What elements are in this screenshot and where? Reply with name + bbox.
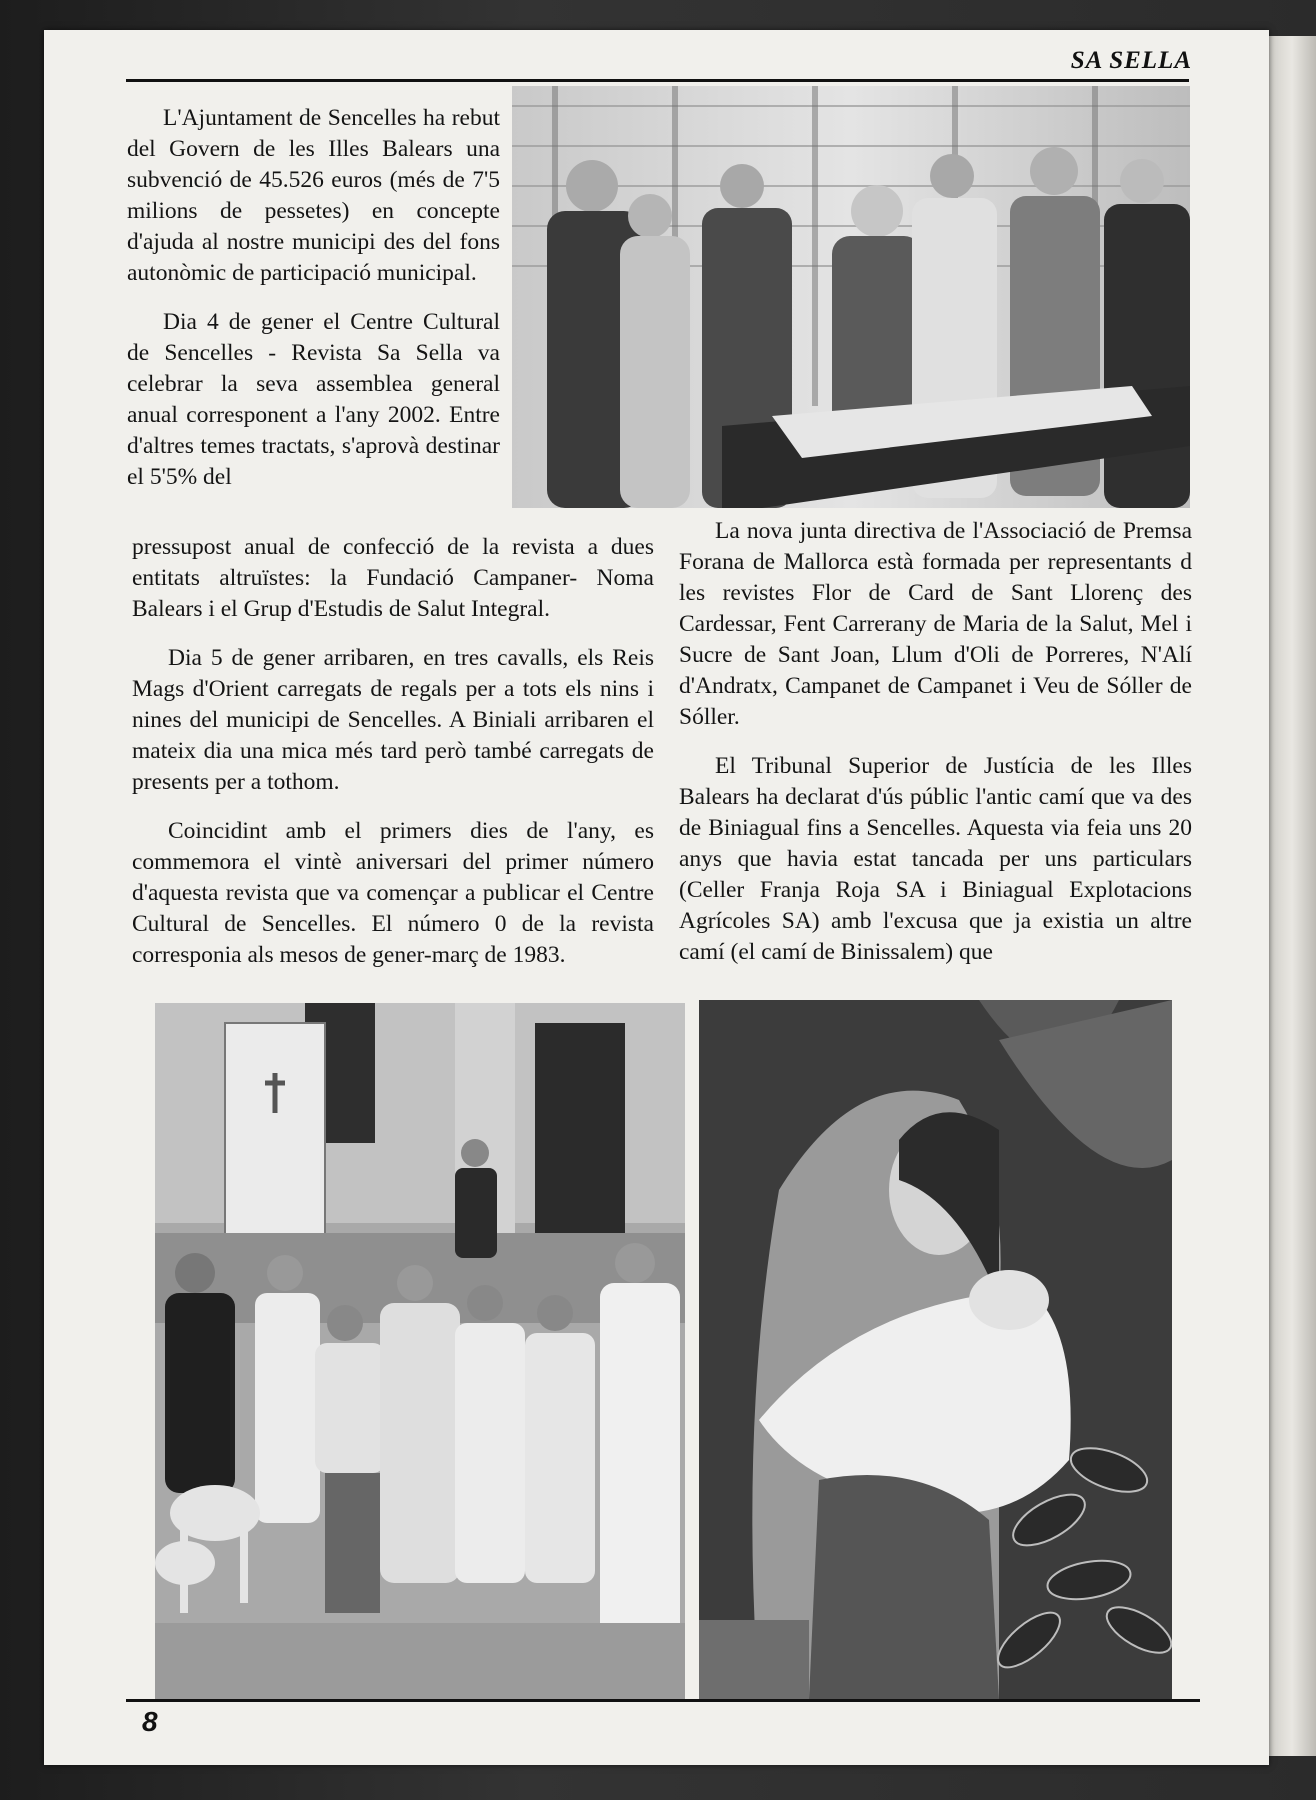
footer-rule xyxy=(126,1699,1200,1702)
left-column-bottom xyxy=(132,532,654,989)
paragraph-pressupost: pressupost anual de confecció de la revista a dues entitats altruïstes: la Fundació Campaner- Noma Balears i el Grup d'Estudis de Salut Integral. xyxy=(132,534,654,622)
group-photo-image xyxy=(512,86,1190,508)
nativity-photo xyxy=(699,1000,1172,1699)
procession-photo-image xyxy=(155,1003,685,1699)
group-photo xyxy=(512,86,1190,508)
paragraph-premsa-forana: La nova junta directiva de l'Associació de Premsa Forana de Mallorca està formada per representants d les revistes Flor de Card de Sant Llorenç des Cardessar, Fent Carrerany de Maria de la Salut, Mel i Sucre de Sant Joan, Llum d'Oli de Porreres, N'Alí d'Andratx, Campanet de Campanet i Veu de Sóller de Sóller. xyxy=(679,518,1192,730)
paragraph-subvencio: L'Ajuntament de Sencelles ha rebut del Govern de les Illes Balears una subvenció de 45.526 euros (més de 7'5 milions de pessetes) en concepte d'ajuda al nostre municipi des del fons autonòmic de participació municipal. xyxy=(127,105,500,286)
magazine-title: SA SELLA xyxy=(1070,47,1192,74)
procession-photo xyxy=(155,1003,685,1699)
paragraph-tribunal: El Tribunal Superior de Justícia de les Illes Balears ha declarat d'ús públic l'antic camí que va des de Biniagual fins a Sencelles. Aquesta via feia uns 20 anys que havia estat tancada per uns particulars (Celler Franja Roja SA i Biniagual Explotacions Agrícoles SA) amb l'excusa que ja existia un altre camí (el camí de Binissalem) que xyxy=(679,753,1192,965)
left-column-top xyxy=(127,103,500,511)
nativity-photo-image xyxy=(699,1000,1172,1699)
paragraph-aniversari: Coincidint amb el primers dies de l'any, es commemora el vintè aniversari del primer número d'aquesta revista que va començar a publicar el Centre Cultural de Sencelles. El número 0 de la revista corresponia als mesos de gener-març de 1983. xyxy=(132,818,654,968)
right-column xyxy=(679,516,1192,986)
next-page-edge xyxy=(1268,36,1316,1756)
page-number: 8 xyxy=(142,1706,158,1737)
header-rule xyxy=(126,79,1189,82)
paragraph-assemblea: Dia 4 de gener el Centre Cultural de Sencelles - Revista Sa Sella va celebrar la seva assemblea general anual corresponent a l'any 2002. Entre d'altres temes tractats, s'aprovà destinar el 5'5% del xyxy=(127,309,500,490)
paragraph-reis-mags: Dia 5 de gener arribaren, en tres cavalls, els Reis Mags d'Orient carregats de regals per a tots els nins i nines del municipi de Sencelles. A Biniali arribaren el mateix dia una mica més tard però també carregats de presents per a tothom. xyxy=(132,645,654,795)
